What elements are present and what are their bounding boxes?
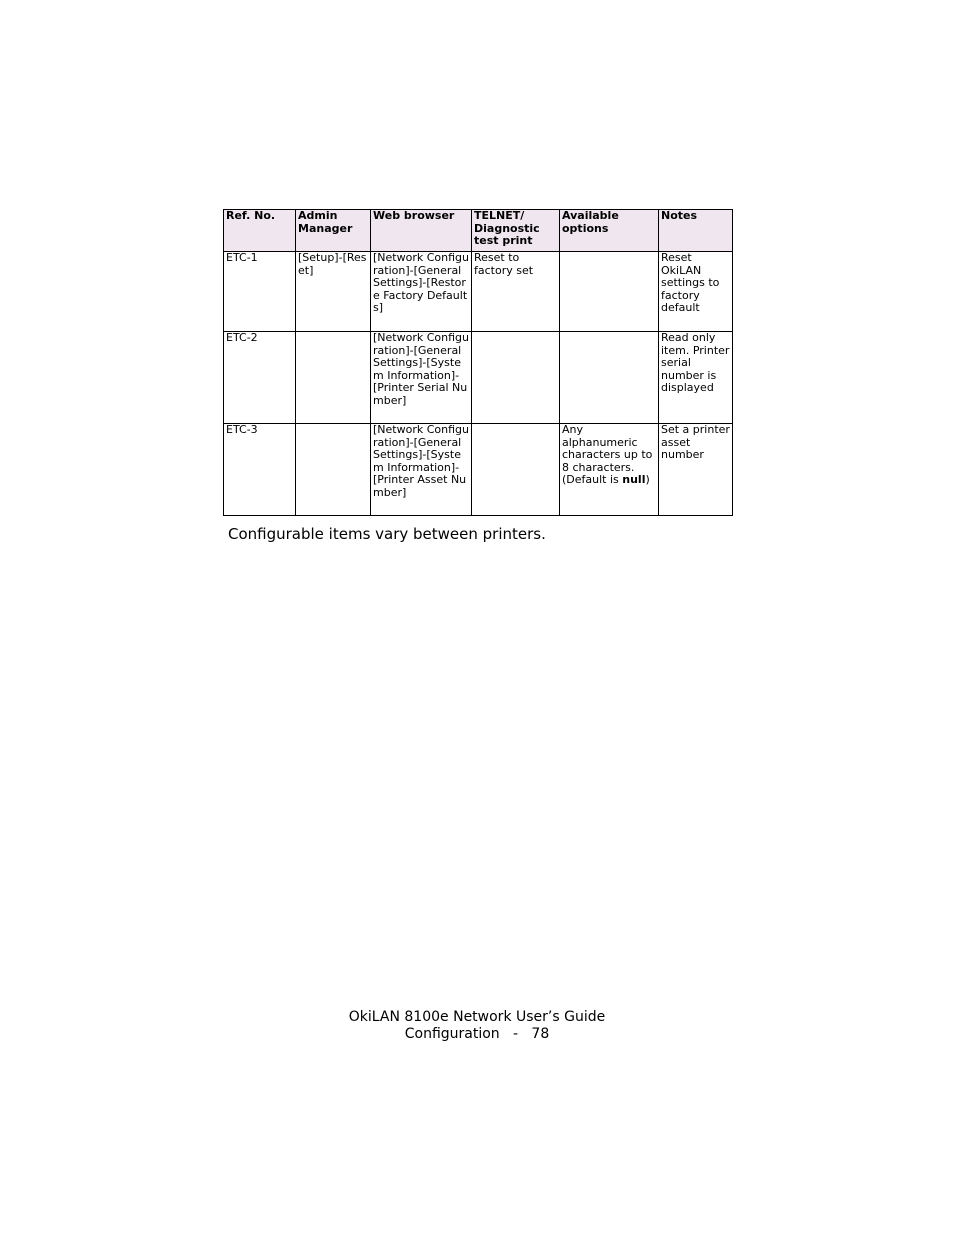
cell-web: [Network Configuration]-[General Settings]-[System Information]-[Printer Asset Number] xyxy=(371,424,472,516)
cell-telnet: Reset to factory set xyxy=(472,252,560,332)
header-notes: Notes xyxy=(659,210,733,252)
cell-web: [Network Configuration]-[General Settings]-[Restore Factory Defaults] xyxy=(371,252,472,332)
header-admin-manager: Admin Manager xyxy=(296,210,371,252)
cell-notes: Read only item. Printer serial number is displayed xyxy=(659,332,733,424)
cell-notes: Set a printer asset number xyxy=(659,424,733,516)
header-telnet: TELNET/ Diagnostic test print xyxy=(472,210,560,252)
cell-options xyxy=(560,424,659,516)
table-row xyxy=(224,424,733,516)
cell-admin xyxy=(296,424,371,516)
configurable-items-note: Configurable items vary between printers. xyxy=(228,525,546,543)
cell-web: [Network Configuration]-[General Settings]-[System Information]-[Printer Serial Number] xyxy=(371,332,472,424)
cell-ref: ETC-3 xyxy=(224,424,296,516)
cell-options xyxy=(560,252,659,332)
header-available-options: Available options xyxy=(560,210,659,252)
cell-ref: ETC-2 xyxy=(224,332,296,424)
cell-admin xyxy=(296,332,371,424)
table-row xyxy=(224,332,733,424)
footer-page-number: Configuration - 78 xyxy=(404,1026,550,1042)
cell-notes: Reset OkiLAN settings to factory default xyxy=(659,252,733,332)
cell-telnet xyxy=(472,424,560,516)
header-web-browser: Web browser xyxy=(371,210,472,252)
cell-options xyxy=(560,332,659,424)
options-text: Any alphanumeric characters up to 8 characters. (Default is xyxy=(562,423,653,486)
table-header-row xyxy=(224,210,733,252)
options-text-end: ) xyxy=(645,473,650,486)
table-row xyxy=(224,252,733,332)
options-default-value: null xyxy=(622,473,646,486)
footer-guide-title: OkiLAN 8100e Network User’s Guide xyxy=(348,1009,606,1025)
cell-ref: ETC-1 xyxy=(224,252,296,332)
header-ref-no: Ref. No. xyxy=(224,210,296,252)
configuration-table xyxy=(223,209,733,516)
cell-admin: [Setup]-[Reset] xyxy=(296,252,371,332)
cell-telnet xyxy=(472,332,560,424)
